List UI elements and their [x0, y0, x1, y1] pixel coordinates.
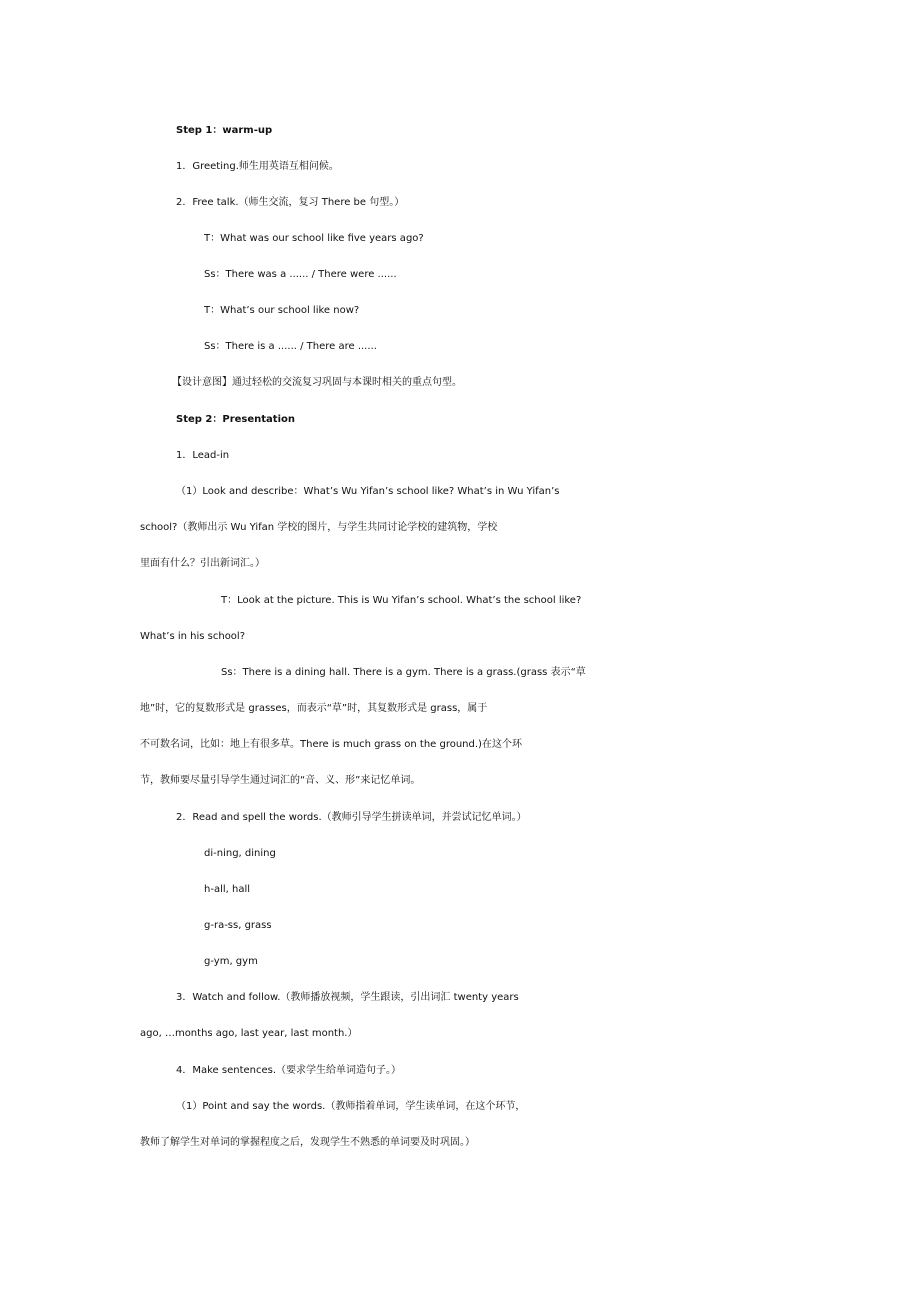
step1-heading: Step 1：warm-up	[176, 125, 273, 136]
point-say-line: （1）Point and say the words.（教师指着单词，学生读单词，在这个环节，	[176, 1101, 526, 1112]
word-item: g-ra-ss, grass	[204, 920, 272, 931]
word-item: h-all, hall	[204, 884, 251, 895]
point-say-line: 教师了解学生对单词的掌握程度之后，发现学生不熟悉的单词要及时巩固。）	[140, 1137, 475, 1148]
dialog-line: T：What’s our school like now?	[204, 305, 360, 316]
step1-item-free-talk: 2．Free talk.（师生交流，复习 There be 句型。）	[176, 197, 405, 208]
word-item: g-ym, gym	[204, 956, 258, 967]
students-line: 地”时，它的复数形式是 grasses，而表示“草”时，其复数形式是 grass，属于	[140, 703, 488, 714]
look-describe-line: school?（教师出示 Wu Yifan 学校的图片，与学生共同讨论学校的建筑物，学校	[140, 522, 498, 533]
watch-follow-line: ago, …months ago, last year, last month.）	[140, 1028, 358, 1039]
design-intent: 【设计意图】通过轻松的交流复习巩固与本课时相关的重点句型。	[172, 377, 462, 388]
look-describe-line: （1）Look and describe：What’s Wu Yifan’s school like? What’s in Wu Yifan’s	[176, 486, 560, 497]
students-line: 不可数名词，比如：地上有很多草。There is much grass on the ground.)在这个环	[140, 739, 522, 750]
dialog-line: T：What was our school like five years ago?	[204, 233, 424, 244]
teacher-line: T：Look at the picture. This is Wu Yifan’s school. What’s the school like?	[221, 595, 582, 606]
step1-item-greeting: 1．Greeting.师生用英语互相问候。	[176, 161, 339, 172]
students-line: Ss：There is a dining hall. There is a gym. There is a grass.(grass 表示“草	[221, 667, 586, 678]
read-spell-item: 2．Read and spell the words.（教师引导学生拼读单词，并尝试记忆单词。）	[176, 812, 527, 823]
teacher-line: What’s in his school?	[140, 631, 246, 642]
make-sentences-item: 4．Make sentences.（要求学生给单词造句子。）	[176, 1065, 402, 1076]
word-item: di-ning, dining	[204, 848, 276, 859]
dialog-line: Ss：There was a ...... / There were ......	[204, 269, 397, 280]
step2-heading: Step 2：Presentation	[176, 414, 295, 425]
lead-in-item: 1．Lead-in	[176, 450, 230, 461]
watch-follow-line: 3．Watch and follow.（教师播放视频，学生跟读，引出词汇 twenty years	[176, 992, 519, 1003]
look-describe-line: 里面有什么？引出新词汇。）	[140, 558, 265, 569]
dialog-line: Ss：There is a ...... / There are ......	[204, 341, 377, 352]
students-line: 节，教师要尽量引导学生通过词汇的“音、义、形”来记忆单词。	[140, 775, 421, 786]
